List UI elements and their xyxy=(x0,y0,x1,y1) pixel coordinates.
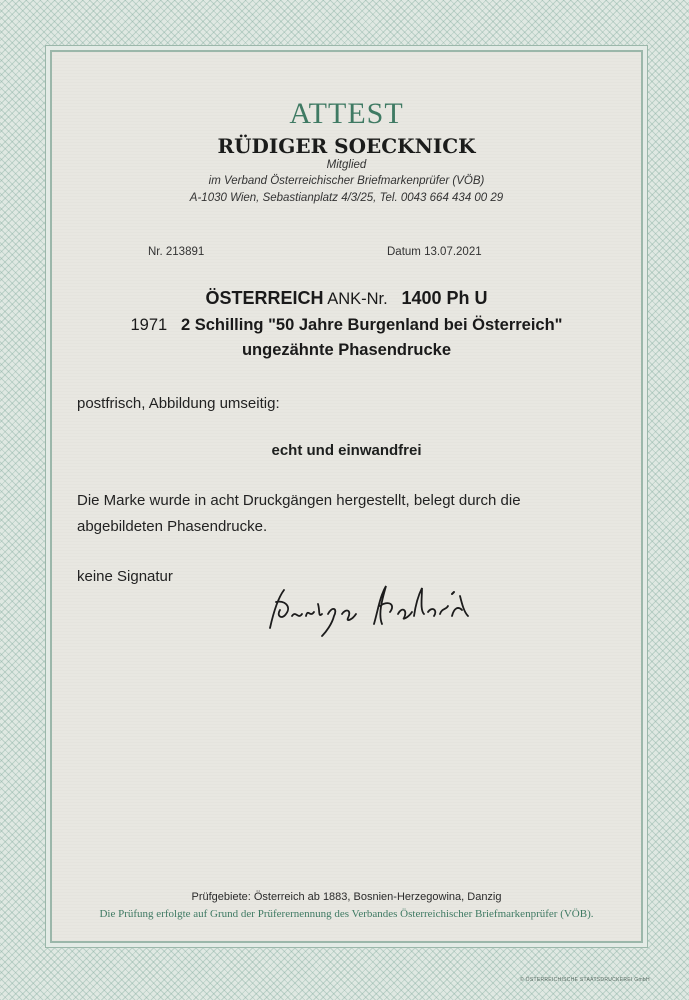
stamp-variant: ungezähnte Phasendrucke xyxy=(241,341,452,359)
examiner-name: RÜDIGER SOECKNICK xyxy=(217,134,476,158)
stamp-identification xyxy=(52,288,641,309)
association-line: im Verband Österreichischer Briefmarkenprüfer (VÖB) xyxy=(208,175,485,187)
catalog-number: 1400 Ph U xyxy=(401,288,488,308)
remark-line-1: Die Marke wurde in acht Druckgängen hergestellt, belegt durch die xyxy=(77,492,521,509)
signature-note: keine Signatur xyxy=(77,568,173,585)
address-line: A-1030 Wien, Sebastianplatz 4/3/25, Tel. 0043 664 434 00 29 xyxy=(189,192,504,204)
attest-title: ATTEST xyxy=(289,97,404,130)
country-name: ÖSTERREICH xyxy=(205,288,324,308)
member-label: Mitglied xyxy=(326,159,367,171)
examination-areas: Prüfgebiete: Österreich ab 1883, Bosnien-Herzegowina, Danzig xyxy=(191,891,502,903)
stamp-description-line xyxy=(52,316,641,335)
verdict-text: echt und einwandfrei xyxy=(271,442,422,459)
condition-text: postfrisch, Abbildung umseitig: xyxy=(77,395,280,412)
certificate-date: Datum 13.07.2021 xyxy=(387,246,482,258)
remark-line-2: abgebildeten Phasendrucke. xyxy=(77,518,268,535)
printer-imprint: © ÖSTERREICHISCHE STAATSDRUCKEREI GmbH xyxy=(520,977,650,983)
legal-note: Die Prüfung erfolgte auf Grund der Prüferernennung des Verbandes Österreichischer Briefmarkenprüfer (VÖB). xyxy=(99,908,594,920)
stamp-description: 2 Schilling "50 Jahre Burgenland bei Österreich" xyxy=(180,316,563,334)
handwritten-signature xyxy=(262,580,482,640)
issue-year: 1971 xyxy=(130,316,168,334)
certificate-body xyxy=(50,50,643,943)
catalog-label: ANK-Nr. xyxy=(327,290,388,308)
certificate-number: Nr. 213891 xyxy=(148,246,205,258)
